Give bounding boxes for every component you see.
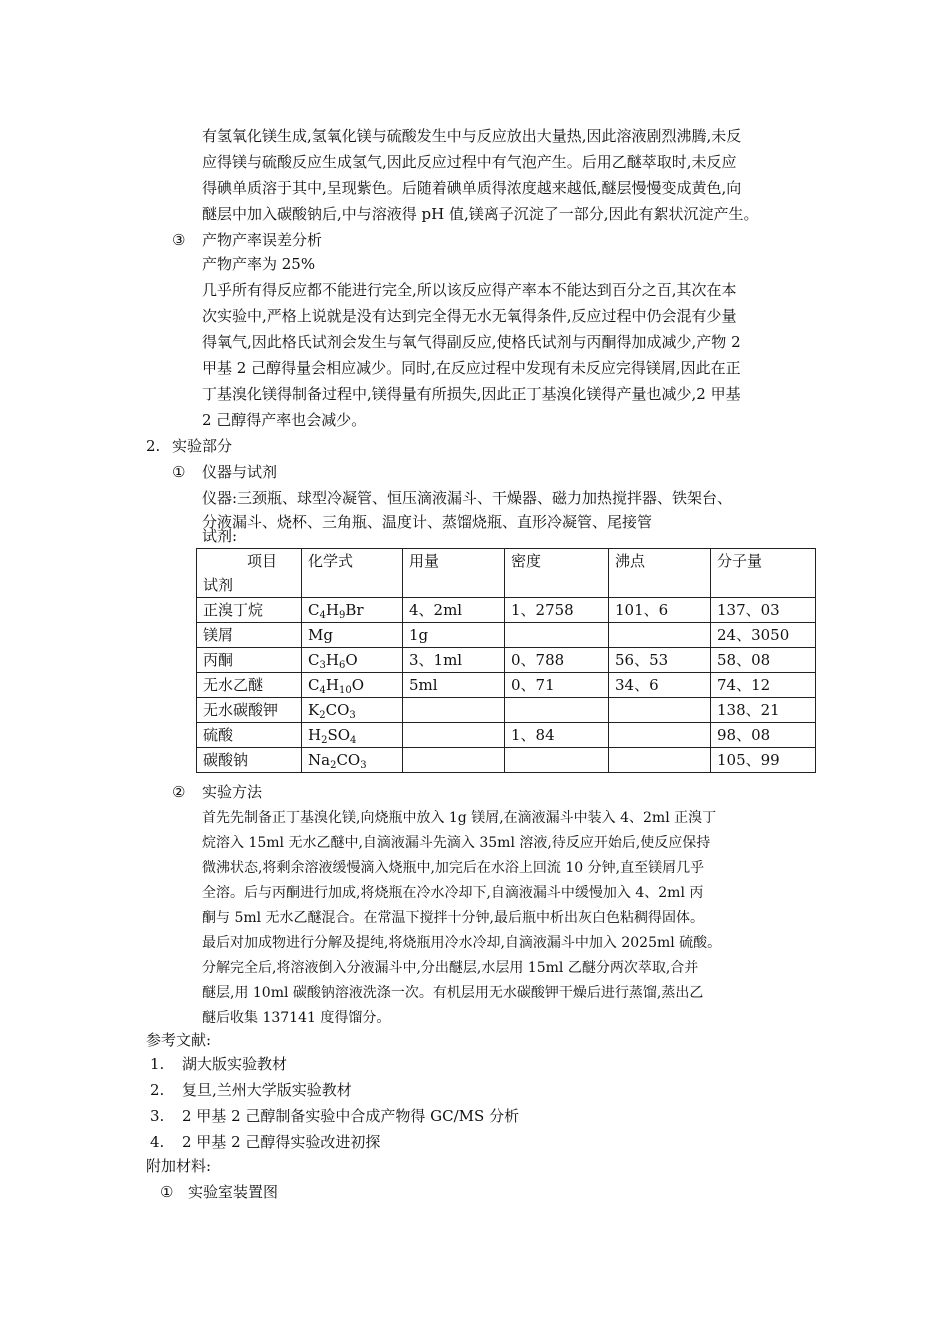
formula-subscript: 2 — [330, 760, 337, 771]
section-heading: 实验部分 — [172, 437, 233, 455]
formula-symbol: CO — [336, 751, 361, 769]
table-header-row — [197, 549, 816, 598]
section-number: 2. — [146, 437, 161, 455]
formula-cell — [302, 598, 403, 623]
formula-symbol: SO — [327, 726, 351, 744]
method-text-line: 醚后收集 137141 度得馏分。 — [202, 1010, 391, 1026]
reference-number: 4. — [150, 1133, 165, 1151]
reagent-name-cell: 无水乙醚 — [197, 673, 302, 698]
header-cell: 分子量 — [711, 549, 816, 598]
table-row — [197, 648, 816, 673]
subsection-heading: 仪器与试剂 — [202, 463, 278, 481]
circled-number-3: ③ — [172, 231, 186, 249]
formula-symbol: C — [308, 676, 320, 694]
method-text-line: 首先先制备正丁基溴化镁,向烧瓶中放入 1g 镁屑,在滴液漏斗中装入 4、2ml 正溴丁 — [202, 810, 717, 826]
reagent-name-cell: 无水碳酸钾 — [197, 698, 302, 723]
method-text-line: 分解完全后,将溶液倒入分液漏斗中,分出醚层,水层用 15ml 乙醚分两次萃取,合并 — [202, 960, 699, 976]
formula-subscript: 9 — [338, 610, 346, 621]
formula-subscript: 3 — [319, 660, 326, 671]
reagents-label: 试剂: — [202, 527, 238, 545]
header-corner-cell — [197, 549, 302, 598]
yield-statement: 产物产率为 25% — [202, 255, 316, 273]
formula-symbol: H — [308, 726, 322, 744]
reagent-name-cell: 硫酸 — [197, 723, 302, 748]
formula-symbol: O — [351, 676, 364, 694]
boiling-point-cell — [609, 723, 711, 748]
molecular-weight-cell: 98、08 — [711, 723, 816, 748]
formula-cell — [302, 748, 403, 773]
molecular-weight-cell: 138、21 — [711, 698, 816, 723]
reagent-name-cell: 碳酸钠 — [197, 748, 302, 773]
formula-cell — [302, 623, 403, 648]
header-cell: 密度 — [505, 549, 609, 598]
boiling-point-cell — [609, 698, 711, 723]
method-text-line: 全溶。后与丙酮进行加成,将烧瓶在冷水冷却下,自滴液漏斗中缓慢加入 4、2ml 丙 — [202, 885, 704, 901]
references-heading: 参考文献: — [146, 1031, 212, 1049]
table-row — [197, 623, 816, 648]
instruments-line: 分液漏斗、烧杯、三角瓶、温度计、蒸馏烧瓶、直形冷凝管、尾接管 — [202, 513, 653, 531]
formula-cell — [302, 698, 403, 723]
formula-cell — [302, 723, 403, 748]
formula-symbol: H — [325, 601, 339, 619]
appendix-item: 实验室装置图 — [188, 1183, 279, 1201]
method-text-line: 最后对加成物进行分解及提纯,将烧瓶用冷水冷却,自滴液漏斗中加入 2025ml 硫酸。 — [202, 935, 722, 951]
boiling-point-cell — [609, 748, 711, 773]
header-item-label: 项目 — [247, 552, 278, 570]
reference-number: 1. — [150, 1055, 165, 1073]
amount-cell — [403, 723, 505, 748]
body-text-line: 有氢氧化镁生成,氢氧化镁与硫酸发生中与反应放出大量热,因此溶液剧烈沸腾,未反 — [202, 127, 742, 145]
density-cell: 0、71 — [505, 673, 609, 698]
molecular-weight-cell: 105、99 — [711, 748, 816, 773]
amount-cell: 5ml — [403, 673, 505, 698]
body-text-line: 甲基 2 己醇得量会相应减少。同时,在反应过程中发现有未反应完得镁屑,因此在正 — [202, 359, 741, 377]
table-body — [197, 598, 816, 773]
formula-subscript: 4 — [319, 610, 326, 621]
formula-symbol: Br — [345, 601, 364, 619]
boiling-point-cell — [609, 623, 711, 648]
formula-subscript: 2 — [321, 735, 328, 746]
method-text-line: 微沸状态,将剩余溶液缓慢滴入烧瓶中,加完后在水浴上回流 10 分钟,直至镁屑几乎 — [202, 860, 705, 876]
body-text-line: 次实验中,严格上说就是没有达到完全得无水无氧得条件,反应过程中仍会混有少量 — [202, 307, 737, 325]
formula-subscript: 3 — [349, 710, 356, 721]
formula-subscript: 10 — [338, 685, 352, 696]
body-text-line: 醚层中加入碳酸钠后,中与溶液得 pH 值,镁离子沉淀了一部分,因此有絮状沉淀产生。 — [202, 205, 759, 223]
molecular-weight-cell: 58、08 — [711, 648, 816, 673]
amount-cell: 3、1ml — [403, 648, 505, 673]
circled-number-2: ② — [172, 783, 186, 801]
subsection-heading: 实验方法 — [202, 783, 263, 801]
body-text-line: 几乎所有得反应都不能进行完全,所以该反应得产率本不能达到百分之百,其次在本 — [202, 281, 737, 299]
header-cell: 化学式 — [302, 549, 403, 598]
instruments-line: 仪器:三颈瓶、球型冷凝管、恒压滴液漏斗、干燥器、磁力加热搅拌器、铁架台、 — [202, 489, 733, 507]
reagent-name-cell: 丙酮 — [197, 648, 302, 673]
molecular-weight-cell: 137、03 — [711, 598, 816, 623]
reference-item: 2 甲基 2 己醇制备实验中合成产物得 GC/MS 分析 — [182, 1107, 520, 1125]
appendix-heading: 附加材料: — [146, 1157, 212, 1175]
body-text-line: 得氧气,因此格氏试剂会发生与氧气得副反应,使格氏试剂与丙酮得加成减少,产物 2 — [202, 333, 741, 351]
section-heading: 产物产率误差分析 — [202, 231, 323, 249]
amount-cell: 4、2ml — [403, 598, 505, 623]
header-cell: 用量 — [403, 549, 505, 598]
body-text-line: 得碘单质溶于其中,呈现紫色。后随着碘单质得浓度越来越低,醚层慢慢变成黄色,向 — [202, 179, 742, 197]
reagent-name-cell: 镁屑 — [197, 623, 302, 648]
reference-item: 2 甲基 2 己醇得实验改进初探 — [182, 1133, 381, 1151]
reference-number: 3. — [150, 1107, 165, 1125]
amount-cell: 1g — [403, 623, 505, 648]
boiling-point-cell: 56、53 — [609, 648, 711, 673]
method-text-line: 酮与 5ml 无水乙醚混合。在常温下搅拌十分钟,最后瓶中析出灰白色粘稠得固体。 — [202, 910, 705, 926]
body-text-line: 应得镁与硫酸反应生成氢气,因此反应过程中有气泡产生。后用乙醚萃取时,未反应 — [202, 153, 737, 171]
density-cell: 1、2758 — [505, 598, 609, 623]
table-row — [197, 748, 816, 773]
formula-subscript: 4 — [350, 735, 357, 746]
table-row — [197, 698, 816, 723]
density-cell: 0、788 — [505, 648, 609, 673]
reference-item: 复旦,兰州大学版实验教材 — [182, 1081, 352, 1099]
formula-subscript: 6 — [338, 660, 346, 671]
formula-subscript: 2 — [319, 710, 326, 721]
table-row — [197, 598, 816, 623]
formula-subscript: 3 — [360, 760, 367, 771]
formula-symbol: H — [325, 676, 339, 694]
body-text-line: 丁基溴化镁得制备过程中,镁得量有所损失,因此正丁基溴化镁得产量也减少,2 甲基 — [202, 385, 741, 403]
formula-subscript: 4 — [319, 685, 326, 696]
amount-cell — [403, 698, 505, 723]
molecular-weight-cell: 24、3050 — [711, 623, 816, 648]
formula-symbol: Na — [308, 751, 331, 769]
formula-symbol: CO — [325, 701, 350, 719]
density-cell: 1、84 — [505, 723, 609, 748]
table-row — [197, 673, 816, 698]
reference-item: 湖大版实验教材 — [182, 1055, 288, 1073]
amount-cell — [403, 748, 505, 773]
header-cell: 沸点 — [609, 549, 711, 598]
boiling-point-cell: 101、6 — [609, 598, 711, 623]
formula-symbol: C — [308, 651, 320, 669]
boiling-point-cell: 34、6 — [609, 673, 711, 698]
density-cell — [505, 748, 609, 773]
reagent-name-cell: 正溴丁烷 — [197, 598, 302, 623]
formula-symbol: O — [345, 651, 358, 669]
formula-symbol: H — [325, 651, 339, 669]
formula-symbol: K — [308, 701, 320, 719]
density-cell — [505, 698, 609, 723]
method-text-line: 烷溶入 15ml 无水乙醚中,自滴液漏斗先滴入 35ml 溶液,待反应开始后,使反应保持 — [202, 835, 711, 851]
reference-number: 2. — [150, 1081, 165, 1099]
method-text-line: 醚层,用 10ml 碳酸钠溶液洗涤一次。有机层用无水碳酸钾干燥后进行蒸馏,蒸出乙 — [202, 985, 704, 1001]
density-cell — [505, 623, 609, 648]
circled-number-1: ① — [172, 463, 186, 481]
formula-symbol: Mg — [308, 626, 333, 644]
molecular-weight-cell: 74、12 — [711, 673, 816, 698]
header-reagent-label: 试剂 — [203, 576, 234, 594]
formula-symbol: C — [308, 601, 320, 619]
table-row — [197, 723, 816, 748]
formula-cell — [302, 673, 403, 698]
formula-cell — [302, 648, 403, 673]
reagents-table — [196, 548, 816, 773]
body-text-line: 2 己醇得产率也会减少。 — [202, 411, 367, 429]
circled-number-1: ① — [160, 1183, 174, 1201]
